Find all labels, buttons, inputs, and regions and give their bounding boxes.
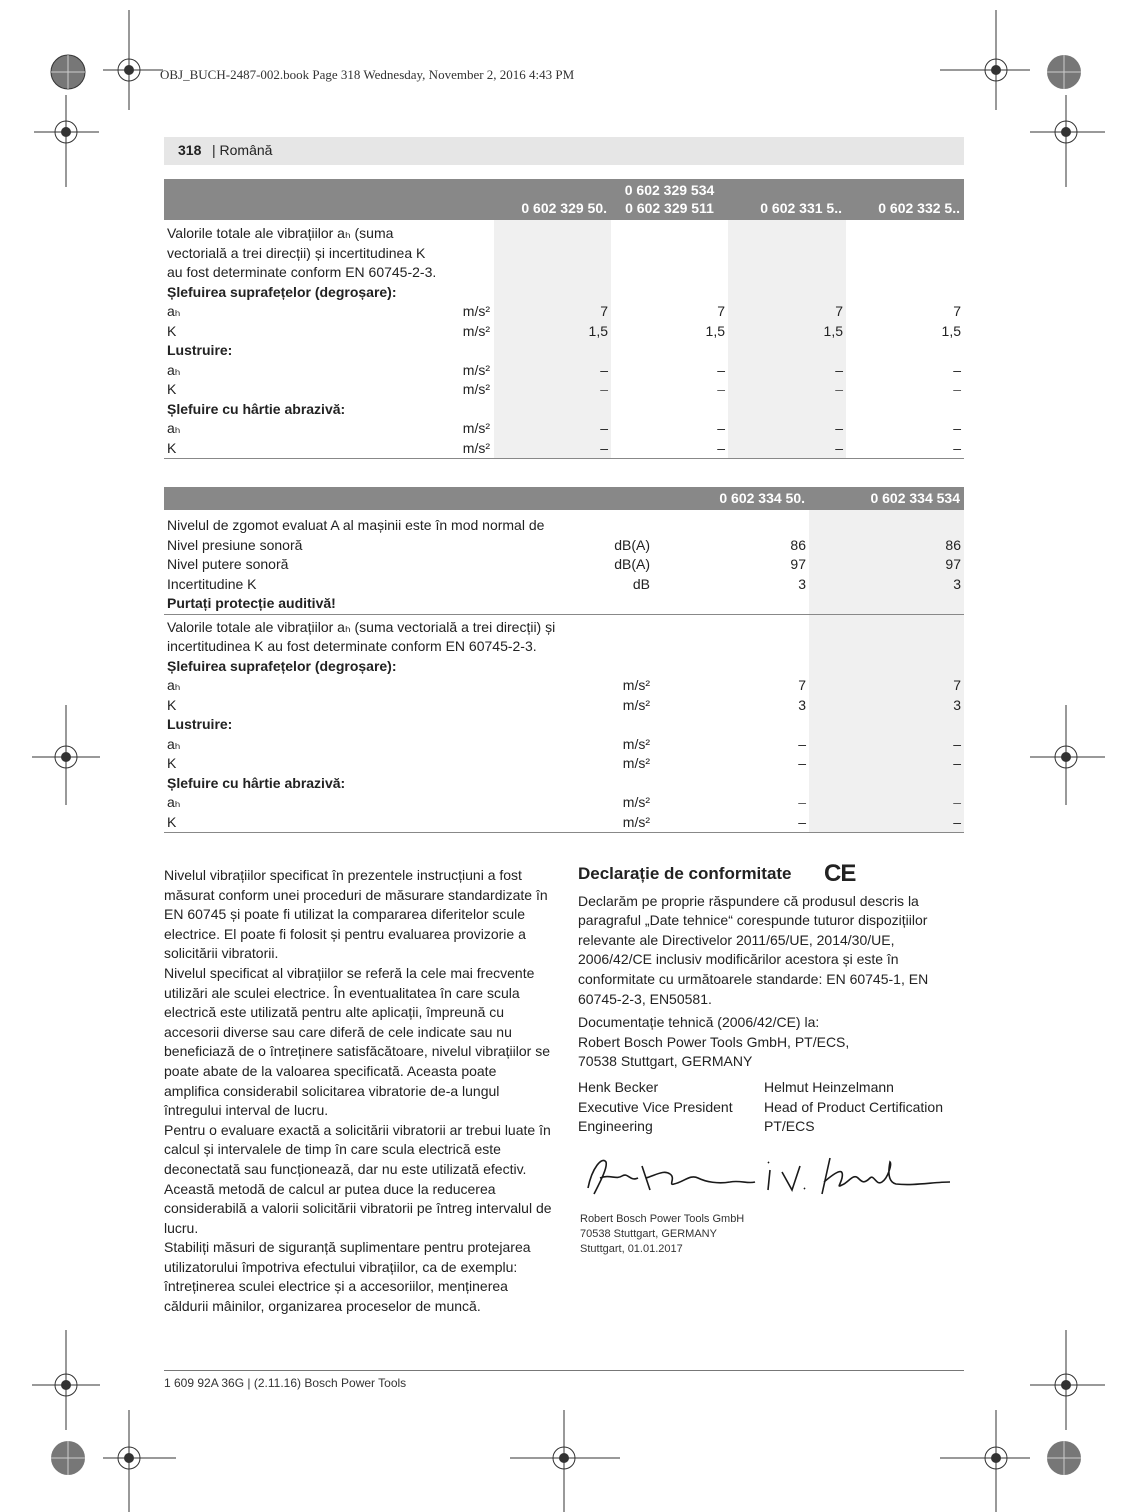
cell-value: – xyxy=(846,439,964,459)
crosshair-bottom-center xyxy=(510,1410,620,1512)
table1-intro-row xyxy=(164,220,964,283)
cell-value: – xyxy=(494,439,611,459)
print-slug: OBJ_BUCH-2487-002.book Page 318 Wednesday, November 2, 2016 4:43 PM xyxy=(160,67,575,82)
table1-col-header: 0 602 331 5.. xyxy=(728,179,846,220)
technical-documentation: Documentație tehnică (2006/42/CE) la: Robert Bosch Power Tools GmbH, PT/ECS, 70538 Stuttgart, GERMANY xyxy=(578,1014,850,1070)
section-title: Șlefuire cu hârtie abrazivă: xyxy=(167,400,346,417)
cell-value: 3 xyxy=(809,696,964,716)
signer-name: Helmut Heinzelmann xyxy=(764,1079,894,1095)
row-unit: m/s² xyxy=(462,361,490,378)
table-row xyxy=(164,322,964,342)
cell-value: – xyxy=(809,754,964,774)
cell-value: 86 xyxy=(809,536,964,556)
signer-name: Henk Becker xyxy=(578,1079,659,1095)
signatory-2 xyxy=(764,1078,974,1137)
cell-value: 97 xyxy=(790,556,806,572)
signer-dept: PT/ECS xyxy=(764,1118,815,1135)
cell-value: 7 xyxy=(728,302,846,322)
cell-value: – xyxy=(809,813,964,833)
cell-value: – xyxy=(728,439,846,459)
table1-header-row xyxy=(164,179,964,220)
crosshair-right-lower xyxy=(1030,1330,1110,1430)
cell-value: – xyxy=(611,439,728,459)
paragraph: Stabiliți măsuri de siguranță suplimentare pentru protejarea utilizatorului împotriva efectului vibrațiilor, ca de exemplu: întreținerea sculei electrice și a accesoriilor, menținerea căldurii mâinilor, organizarea proceselor de muncă. xyxy=(164,1239,531,1315)
row-label: Nivel presiune sonoră xyxy=(167,536,303,553)
row-label: Nivel putere sonoră xyxy=(167,556,289,572)
page-language xyxy=(212,142,272,158)
row-label: aₕ xyxy=(167,735,181,752)
table1-col-header: 0 602 329 534 0 602 329 511 xyxy=(611,179,728,220)
page-footer: 1 609 92A 36G | (2.11.16) Bosch Power Tools xyxy=(164,1376,407,1390)
row-label: K xyxy=(167,322,177,339)
paragraph: Nivelul specificat al vibrațiilor se referă la cele mai frecvente utilizări ale sculei electrice. În eventualitatea în care scula electrică este utilizată pentru alte aplicații, împreună cu accesorii diverse sau care diferă de cele indicate sau nu beneficiază de o întreținere satisfăcătoare, nivelul vibrațiilor se poate abate de la valoarea specificată. Aceasta poate amplifica considerabil solicitarea vibratorie de-a lungul întregului interval de lucru. xyxy=(164,964,550,1119)
row-unit: dB xyxy=(632,575,650,592)
paragraph: Pentru o evaluare exactă a solicitării vibratorii ar trebui luate în calcul și intervalele de timp în care scula electrică este deconectată sau funcționează, dar nu este utilizată efectiv. Această metodă de calcul ar putea duce la reducerea considerabilă a valorii solicitării vibratorii pe întreg intervalul de lucru. xyxy=(164,1121,552,1236)
cell-value: – xyxy=(717,420,725,436)
row-unit: dB(A) xyxy=(614,536,650,553)
row-unit: m/s² xyxy=(462,420,490,436)
table-row xyxy=(164,793,964,813)
row-label: K xyxy=(164,813,594,833)
signature-1 xyxy=(580,1148,760,1207)
row-unit: m/s² xyxy=(462,303,490,319)
crosshair-left-upper xyxy=(34,95,104,190)
row-unit: m/s² xyxy=(622,794,650,810)
declaration-title: Declarație de conformitate xyxy=(578,864,792,883)
cell-value: – xyxy=(809,735,964,755)
table-row xyxy=(164,555,964,575)
cell-value: – xyxy=(494,380,611,400)
table2-col-header: 0 602 334 50. xyxy=(654,487,809,510)
table-row xyxy=(164,302,964,322)
row-label: K xyxy=(167,696,177,713)
language-label: Română xyxy=(219,142,273,158)
cell-value: 97 xyxy=(809,555,964,575)
noise-intro: Nivelul de zgomot evaluat A al mașinii este în mod normal de xyxy=(167,517,545,533)
table-row xyxy=(164,676,964,696)
registration-mark-bottom-right xyxy=(1024,1418,1104,1498)
section-title: Șlefuirea suprafețelor (degroșare): xyxy=(167,657,397,674)
crosshair-top-left xyxy=(98,10,168,110)
table-row xyxy=(164,439,964,459)
cell-value: 1,5 xyxy=(941,322,961,339)
vibration-notes xyxy=(164,866,554,1317)
signer-title: Executive Vice President xyxy=(578,1098,733,1115)
row-unit: m/s² xyxy=(462,381,490,397)
ce-mark-icon: CE xyxy=(824,860,856,887)
vibration-intro: Valorile totale ale vibrațiilor aₕ (suma vectorială a trei direcții) și incertitudinea K au fost determinate conform EN 60745-2-3. xyxy=(164,614,594,657)
cell-value: – xyxy=(953,420,961,436)
cell-value: – xyxy=(953,381,961,397)
signer-title: Head of Product Certification xyxy=(764,1098,943,1115)
registration-mark-bottom-left xyxy=(26,1418,106,1498)
row-unit: m/s² xyxy=(594,813,654,833)
header-separator: | xyxy=(212,142,220,158)
cell-value: – xyxy=(798,735,806,752)
cell-value: 7 xyxy=(953,303,961,319)
cell-value: – xyxy=(728,361,846,381)
cell-value: 1,5 xyxy=(494,322,611,342)
crosshair-bottom-left xyxy=(98,1410,178,1512)
row-unit: m/s² xyxy=(462,322,490,339)
page-number: 318 xyxy=(178,142,202,158)
row-label: Incertitudine K xyxy=(167,575,257,592)
row-label: aₕ xyxy=(167,361,181,378)
row-unit: m/s² xyxy=(622,677,650,693)
table2-header-row xyxy=(164,487,964,510)
cell-value: 1,5 xyxy=(728,322,846,342)
paragraph: Nivelul vibrațiilor specificat în prezentele instrucțiuni a fost măsurat conform unei proceduri de măsurare standardizate în EN 60745 și poate fi utilizat la compararea diferitelor scule electrice. El poate fi folosit și pentru evaluarea provizorie a solicitării vibratorii. xyxy=(164,867,548,962)
cell-value: – xyxy=(717,361,725,378)
row-label: aₕ xyxy=(167,794,181,810)
page-header xyxy=(164,137,964,165)
row-label: aₕ xyxy=(167,677,181,693)
table-row xyxy=(164,361,964,381)
section-title: Șlefuirea suprafețelor (degroșare): xyxy=(167,283,397,300)
cell-value: – xyxy=(798,794,806,810)
cell-value: 3 xyxy=(798,696,806,713)
table2-header-blank-unit xyxy=(594,487,654,510)
company-address: Robert Bosch Power Tools GmbH 70538 Stuttgart, GERMANY Stuttgart, 01.01.2017 xyxy=(580,1213,745,1255)
cell-value: 7 xyxy=(494,302,611,322)
row-unit: m/s² xyxy=(622,735,650,752)
table2-header-blank xyxy=(164,487,594,510)
table-row xyxy=(164,380,964,400)
section-title: Șlefuire cu hârtie abrazivă: xyxy=(167,774,346,791)
cell-value: – xyxy=(728,419,846,439)
cell-value: – xyxy=(494,419,611,439)
cell-value: – xyxy=(728,380,846,400)
row-label: aₕ xyxy=(167,420,181,436)
cell-value: 7 xyxy=(717,303,725,319)
cell-value: – xyxy=(494,361,611,381)
table1-col-header: 0 602 332 5.. xyxy=(846,179,964,220)
section-title: Lustruire: xyxy=(167,716,233,732)
cell-value: 86 xyxy=(790,536,806,553)
crosshair-right-middle xyxy=(1030,705,1110,805)
crosshair-top-right xyxy=(940,10,1030,110)
signer-dept: Engineering xyxy=(578,1118,653,1135)
table1-header-blank-unit xyxy=(444,179,494,220)
crosshair-right-upper xyxy=(1030,95,1110,190)
table1-col-header: 0 602 329 50. xyxy=(494,179,611,220)
table-row xyxy=(164,536,964,556)
crosshair-left-lower xyxy=(32,1330,102,1430)
row-unit: dB(A) xyxy=(614,556,650,572)
cell-value: – xyxy=(953,361,961,378)
table-row xyxy=(164,754,964,774)
table-row xyxy=(164,575,964,595)
declaration-section xyxy=(578,864,968,1072)
signature-2 xyxy=(764,1148,954,1207)
cell-value: – xyxy=(654,813,809,833)
cell-value: 7 xyxy=(809,676,964,696)
table-row xyxy=(164,696,964,716)
cell-value: 7 xyxy=(798,677,806,693)
crosshair-left-middle xyxy=(32,705,102,805)
table-row xyxy=(164,419,964,439)
noise-warning: Purtați protecție auditivă! xyxy=(167,595,336,611)
cell-value: 1,5 xyxy=(705,322,725,339)
table1-header-blank xyxy=(164,179,444,220)
row-label: K xyxy=(164,439,444,459)
crosshair-bottom-right xyxy=(940,1410,1030,1512)
row-label: K xyxy=(167,755,177,771)
cell-value: 3 xyxy=(809,575,964,595)
cell-value: 3 xyxy=(798,575,806,592)
vibration-table-1 xyxy=(164,179,964,459)
footer-rule xyxy=(164,1370,964,1371)
row-label: K xyxy=(167,381,177,397)
row-unit: m/s² xyxy=(622,755,650,771)
table2-col-header: 0 602 334 534 xyxy=(809,487,964,510)
table1-intro: Valorile totale ale vibrațiilor aₕ (suma vectorială a trei direcții) și incertitudinea K au fost determinate conform EN 60745-2-3. xyxy=(167,225,437,280)
signatory-1 xyxy=(578,1078,758,1137)
cell-value: – xyxy=(717,381,725,397)
cell-value: – xyxy=(809,793,964,813)
row-unit: m/s² xyxy=(444,439,494,459)
table-row xyxy=(164,813,964,833)
declaration-body: Declarăm pe proprie răspundere că produsul descris la paragraful „Date tehnice“ corespunde tuturor dispozițiilor relevante ale Directivelor 2011/65/UE, 2014/30/UE, 2006/42/CE inclusiv modificărilor acestora și este în conformitate cu următoarele standarde: EN 60745-1, EN 60745-2-3, EN50581. xyxy=(578,892,929,1007)
noise-vibration-table-2 xyxy=(164,487,964,833)
row-label: aₕ xyxy=(167,303,181,319)
section-title: Lustruire: xyxy=(167,342,233,358)
cell-value: – xyxy=(798,755,806,771)
row-unit: m/s² xyxy=(622,696,650,713)
table-row xyxy=(164,735,964,755)
